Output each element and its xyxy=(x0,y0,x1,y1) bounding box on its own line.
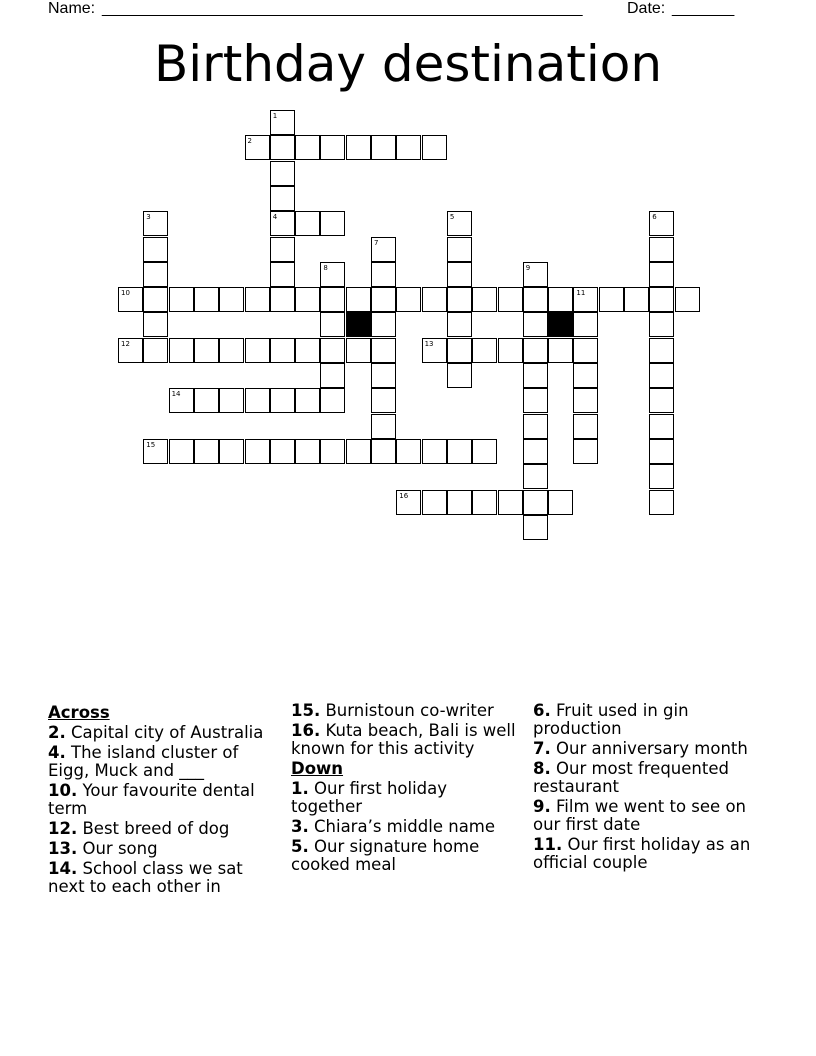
crossword-cell[interactable] xyxy=(472,287,497,312)
clue-number: 8. xyxy=(533,759,551,778)
clue-text: The island cluster of Eigg, Muck and ___ xyxy=(48,743,239,780)
crossword-cell[interactable] xyxy=(270,338,295,363)
clue-number-label: 1 xyxy=(272,112,278,120)
crossword-cell[interactable] xyxy=(447,262,472,287)
clue-across-10 xyxy=(48,782,280,818)
crossword-cell[interactable] xyxy=(270,135,295,160)
crossword-cell[interactable] xyxy=(371,287,396,312)
crossword-cell[interactable] xyxy=(523,262,548,287)
clue-number: 5. xyxy=(291,837,309,856)
crossword-cell[interactable] xyxy=(649,338,674,363)
crossword-cell[interactable] xyxy=(422,338,447,363)
clue-number-label: 6 xyxy=(652,213,657,222)
clue-text: Our song xyxy=(82,839,158,858)
clue-text: Your favourite dental term xyxy=(48,781,255,818)
crossword-cell[interactable] xyxy=(270,161,295,186)
clue-across-2 xyxy=(48,724,280,742)
clue-down-1 xyxy=(291,780,523,816)
crossword-cell[interactable] xyxy=(523,414,548,439)
crossword-cell[interactable] xyxy=(396,490,421,515)
crossword-cell[interactable] xyxy=(573,414,598,439)
clue-number: 12. xyxy=(48,819,78,838)
crossword-cell[interactable] xyxy=(422,135,447,160)
clue-text: Our first holiday as an official couple xyxy=(533,835,751,872)
crossword-cell[interactable] xyxy=(320,211,345,236)
crossword-cell[interactable] xyxy=(573,363,598,388)
clue-down-11 xyxy=(533,836,773,872)
crossword-cell[interactable] xyxy=(548,490,573,515)
clue-number: 9. xyxy=(533,797,551,816)
crossword-cell[interactable] xyxy=(523,363,548,388)
crossword-cell[interactable] xyxy=(270,262,295,287)
crossword-cell[interactable] xyxy=(219,287,244,312)
crossword-cell[interactable] xyxy=(599,287,624,312)
date-label: Date: xyxy=(627,0,666,17)
crossword-cell[interactable] xyxy=(548,338,573,363)
crossword-cell[interactable] xyxy=(548,287,573,312)
crossword-cell[interactable] xyxy=(523,312,548,337)
crossword-cell[interactable] xyxy=(118,287,143,312)
name-label: Name: xyxy=(48,0,96,17)
crossword-cell[interactable] xyxy=(320,363,345,388)
crossword-cell[interactable] xyxy=(219,439,244,464)
crossword-cell[interactable] xyxy=(270,186,295,211)
clue-number-label: 5 xyxy=(449,213,455,222)
crossword-cell[interactable] xyxy=(270,388,295,413)
crossword-cell[interactable] xyxy=(194,338,219,363)
clue-number: 2. xyxy=(48,723,66,742)
crossword-cell[interactable] xyxy=(320,338,345,363)
crossword-cell[interactable] xyxy=(270,439,295,464)
crossword-cell[interactable] xyxy=(295,388,320,413)
clue-down-9 xyxy=(533,798,773,834)
clue-down-8 xyxy=(533,760,773,796)
clue-across-15 xyxy=(291,702,523,720)
clue-text: Best breed of dog xyxy=(82,819,230,838)
crossword-cell[interactable] xyxy=(498,287,523,312)
crossword-cell[interactable] xyxy=(169,338,194,363)
clue-number: 16. xyxy=(291,721,321,740)
crossword-cell[interactable] xyxy=(169,388,194,413)
crossword-cell[interactable] xyxy=(523,388,548,413)
clue-text: Our most frequented restaurant xyxy=(533,759,729,796)
crossword-cell[interactable] xyxy=(194,439,219,464)
crossword-cell[interactable] xyxy=(371,388,396,413)
crossword-cell[interactable] xyxy=(320,262,345,287)
crossword-cell[interactable] xyxy=(649,363,674,388)
crossword-cell[interactable] xyxy=(118,338,143,363)
crossword-cell[interactable] xyxy=(346,338,371,363)
page-title: Birthday destination xyxy=(153,35,663,93)
crossword-cell[interactable] xyxy=(245,338,270,363)
crossword-cell[interactable] xyxy=(295,287,320,312)
clue-text: Our first holiday together xyxy=(291,779,448,816)
clue-across-14 xyxy=(48,860,280,896)
crossword-cell[interactable] xyxy=(523,338,548,363)
clue-down-7 xyxy=(533,740,773,758)
crossword-cell[interactable] xyxy=(396,287,421,312)
crossword-cell[interactable] xyxy=(219,338,244,363)
crossword-cell[interactable] xyxy=(447,490,472,515)
clue-down-5 xyxy=(291,838,523,874)
crossword-cell[interactable] xyxy=(245,287,270,312)
clue-number-label: 11 xyxy=(576,289,586,298)
crossword-cell[interactable] xyxy=(143,262,168,287)
crossword-cell[interactable] xyxy=(573,439,598,464)
clue-number: 15. xyxy=(291,701,321,720)
crossword-cell[interactable] xyxy=(371,414,396,439)
clue-number-label: 4 xyxy=(272,213,278,222)
crossword-cell[interactable] xyxy=(143,312,168,337)
crossword-cell[interactable] xyxy=(143,211,168,236)
clue-number: 14. xyxy=(48,859,78,878)
crossword-cell[interactable] xyxy=(270,287,295,312)
clue-number-label: 13 xyxy=(424,339,434,348)
clue-text: Our anniversary month xyxy=(556,739,748,758)
crossword-cell[interactable] xyxy=(573,338,598,363)
crossword-cell[interactable] xyxy=(245,388,270,413)
clue-across-12 xyxy=(48,820,280,838)
clue-across-13 xyxy=(48,840,280,858)
crossword-cell[interactable] xyxy=(422,439,447,464)
clue-text: Film we went to see on our first date xyxy=(533,797,746,834)
crossword-cell[interactable] xyxy=(320,135,345,160)
name-line[interactable]: ______________________________________________________ xyxy=(102,0,583,17)
crossword-cell[interactable] xyxy=(169,287,194,312)
clue-number: 1. xyxy=(291,779,309,798)
crossword-cell[interactable] xyxy=(295,211,320,236)
clues-column-1 xyxy=(48,702,280,898)
clue-text: Chiara’s middle name xyxy=(314,817,496,836)
crossword-cell[interactable] xyxy=(371,237,396,262)
crossword-cell[interactable] xyxy=(371,135,396,160)
crossword-cell[interactable] xyxy=(649,490,674,515)
crossword-cell[interactable] xyxy=(498,338,523,363)
clue-number: 3. xyxy=(291,817,309,836)
clue-down-3 xyxy=(291,818,523,836)
clue-number-label: 14 xyxy=(171,390,181,399)
crossword-cell[interactable] xyxy=(371,312,396,337)
crossword-cell[interactable] xyxy=(649,287,674,312)
down-heading: Down xyxy=(291,759,344,778)
crossword-cell[interactable] xyxy=(320,439,345,464)
clue-text: School class we sat next to each other in xyxy=(48,859,243,896)
clue-text: Fruit used in gin production xyxy=(533,701,689,738)
crossword-cell[interactable] xyxy=(573,287,598,312)
clue-number-label: 9 xyxy=(525,263,531,272)
clue-number-label: 16 xyxy=(399,491,409,500)
crossword-cell[interactable] xyxy=(295,338,320,363)
crossword-cell[interactable] xyxy=(447,363,472,388)
crossword-cell[interactable] xyxy=(649,414,674,439)
crossword-cell[interactable] xyxy=(649,211,674,236)
clue-text: Our signature home cooked meal xyxy=(291,837,480,874)
crossword-cell[interactable] xyxy=(270,237,295,262)
crossword-cell[interactable] xyxy=(447,338,472,363)
crossword-cell[interactable] xyxy=(245,439,270,464)
across-heading: Across xyxy=(48,703,110,722)
clue-number-label: 12 xyxy=(121,339,130,348)
crossword-cell[interactable] xyxy=(523,515,548,540)
clues-column-3 xyxy=(533,702,773,874)
crossword-cell[interactable] xyxy=(472,338,497,363)
crossword-cell[interactable] xyxy=(219,388,244,413)
clue-down-6 xyxy=(533,702,773,738)
clue-number: 4. xyxy=(48,743,66,762)
crossword-cell[interactable] xyxy=(649,237,674,262)
crossword-cell[interactable] xyxy=(346,287,371,312)
block-cell xyxy=(548,312,573,337)
crossword-cell[interactable] xyxy=(447,211,472,236)
crossword-cell[interactable] xyxy=(143,439,168,464)
crossword-cell[interactable] xyxy=(649,464,674,489)
clue-text: Kuta beach, Bali is well known for this activity xyxy=(291,721,516,758)
crossword-cell[interactable] xyxy=(472,490,497,515)
crossword-cell[interactable] xyxy=(649,312,674,337)
clue-text: Capital city of Australia xyxy=(71,723,264,742)
clue-number-label: 8 xyxy=(323,263,328,272)
crossword-cell[interactable] xyxy=(270,110,295,135)
crossword-cell[interactable] xyxy=(498,490,523,515)
crossword-cell[interactable] xyxy=(447,439,472,464)
clue-number-label: 3 xyxy=(146,213,151,222)
crossword-cell[interactable] xyxy=(422,287,447,312)
clue-number-label: 15 xyxy=(146,440,156,449)
crossword-cell[interactable] xyxy=(649,388,674,413)
crossword-cell[interactable] xyxy=(346,135,371,160)
crossword-cell[interactable] xyxy=(675,287,700,312)
clue-number-label: 7 xyxy=(374,238,379,247)
crossword-cell[interactable] xyxy=(371,363,396,388)
block-cell xyxy=(346,312,371,337)
crossword-cell[interactable] xyxy=(447,237,472,262)
crossword-cell[interactable] xyxy=(649,439,674,464)
clue-across-16 xyxy=(291,722,523,758)
clue-number: 11. xyxy=(533,835,563,854)
crossword-cell[interactable] xyxy=(143,237,168,262)
crossword-cell[interactable] xyxy=(320,388,345,413)
date-line[interactable]: _______ xyxy=(672,0,735,17)
clue-number: 10. xyxy=(48,781,78,800)
crossword-cell[interactable] xyxy=(295,439,320,464)
clues-column-2 xyxy=(291,702,523,876)
clue-number-label: 2 xyxy=(247,137,252,146)
crossword-cell[interactable] xyxy=(169,439,194,464)
crossword-cell[interactable] xyxy=(245,135,270,160)
clue-number-label: 10 xyxy=(121,289,130,298)
crossword-cell[interactable] xyxy=(143,338,168,363)
crossword-cell[interactable] xyxy=(320,287,345,312)
crossword-cell[interactable] xyxy=(523,287,548,312)
crossword-cell[interactable] xyxy=(573,388,598,413)
crossword-cell[interactable] xyxy=(472,439,497,464)
crossword-cell[interactable] xyxy=(649,262,674,287)
clue-text: Burnistoun co-writer xyxy=(325,701,494,720)
crossword-cell[interactable] xyxy=(523,464,548,489)
crossword-cell[interactable] xyxy=(396,439,421,464)
crossword-cell[interactable] xyxy=(422,490,447,515)
crossword-cell[interactable] xyxy=(320,312,345,337)
crossword-cell[interactable] xyxy=(447,312,472,337)
crossword-cell[interactable] xyxy=(295,135,320,160)
crossword-cell[interactable] xyxy=(371,338,396,363)
crossword-cell[interactable] xyxy=(371,439,396,464)
crossword-cell[interactable] xyxy=(396,135,421,160)
crossword-cell[interactable] xyxy=(143,287,168,312)
crossword-cell[interactable] xyxy=(194,287,219,312)
clue-number: 6. xyxy=(533,701,551,720)
crossword-cell[interactable] xyxy=(523,490,548,515)
crossword-cell[interactable] xyxy=(447,287,472,312)
crossword-cell[interactable] xyxy=(371,262,396,287)
crossword-cell[interactable] xyxy=(194,388,219,413)
crossword-cell[interactable] xyxy=(346,439,371,464)
crossword-cell[interactable] xyxy=(573,312,598,337)
crossword-cell[interactable] xyxy=(624,287,649,312)
crossword-cell[interactable] xyxy=(523,439,548,464)
clue-number: 7. xyxy=(533,739,551,758)
clue-across-4 xyxy=(48,744,280,780)
crossword-cell[interactable] xyxy=(270,211,295,236)
clue-number: 13. xyxy=(48,839,78,858)
